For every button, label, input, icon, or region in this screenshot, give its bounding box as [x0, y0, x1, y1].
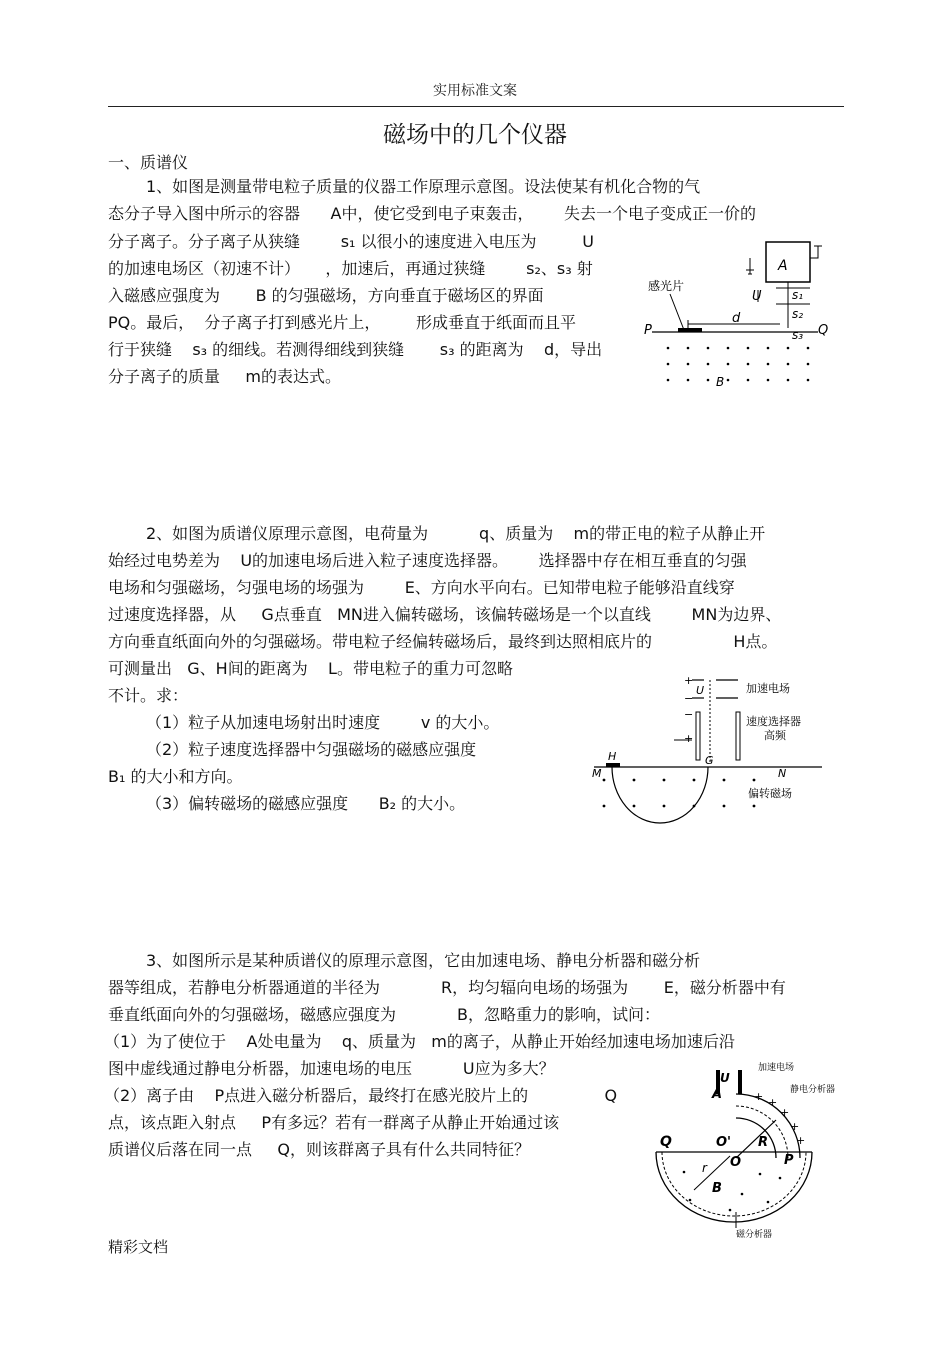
figure-1-mass-spectrometer — [640, 238, 840, 394]
fig2-label-g: G — [705, 754, 714, 767]
fig3-label-p: P — [784, 1153, 794, 1168]
problem-3-line: 3、如图所示是某种质谱仪的原理示意图，它由加速电场、静电分析器和磁分析 — [146, 951, 701, 970]
header-rule — [108, 106, 844, 107]
svg-text:+: + — [790, 1120, 800, 1133]
problem-3-line: 质谱仪后落在同一点 Q，则该群离子具有什么共同特征？ — [108, 1140, 531, 1159]
fig3-magnetic-field-dots — [683, 1171, 782, 1212]
page-footer: 精彩文档 — [108, 1238, 169, 1256]
fig1-label-s1: s₁ — [792, 288, 804, 302]
problem-1-line: 行于狭缝 s₃ 的细线。若测得细线到狭缝 s₃ 的距离为 d，导出 — [108, 340, 603, 359]
fig3-label-electro: 静电分析器 — [790, 1085, 836, 1095]
fig2-plus-sign: + — [684, 732, 694, 745]
figure-3-mass-spectrometer — [650, 1060, 846, 1240]
fig2-label-deflect: 偏转磁场 — [748, 787, 792, 800]
fig3-label-q: Q — [660, 1134, 672, 1150]
problem-1-line: 入磁感应强度为 B 的匀强磁场，方向垂直于磁场区的界面 — [108, 286, 544, 305]
problem-2-line: 可测量出 G、H间的距离为 L。带电粒子的重力可忽略 — [108, 659, 513, 678]
problem-1-line: 分子离子的质量 m的表达式。 — [108, 367, 342, 386]
fig1-label-q: Q — [818, 323, 829, 338]
fig3-label-b: B — [712, 1181, 722, 1196]
figure-2-mass-spectrometer — [588, 672, 838, 830]
problem-3-line: 垂直纸面向外的匀强磁场，磁感应强度为 B，忽略重力的影响，试问： — [108, 1005, 661, 1024]
fig1-label-d: d — [732, 311, 741, 326]
fig1-label-s3: s₃ — [792, 328, 804, 342]
fig2-plus-sign: + — [684, 674, 694, 687]
problem-3-line: （2）离子由 P点进入磁分析器后，最终打在感光胶片上的 Q — [104, 1086, 618, 1105]
problem-1-line: 分子离子。分子离子从狭缝 s₁ 以很小的速度进入电压为 U — [108, 232, 595, 251]
fig2-magnetic-field-dots — [603, 779, 756, 808]
problem-3-line: 器等组成，若静电分析器通道的半径为 R，均匀辐向电场的场强为 E，磁分析器中有 — [108, 978, 786, 997]
problem-3-line: 图中虚线通过静电分析器，加速电场的电压 U应为多大？ — [108, 1059, 555, 1078]
page-header: 实用标准文案 — [433, 83, 517, 99]
problem-1-line: 的加速电场区（初速不计） ，加速后，再通过狭缝 s₂、s₃ 射 — [108, 259, 593, 278]
fig2-minus-sign: − — [684, 708, 694, 721]
problem-1-line: 1、如图是测量带电粒子质量的仪器工作原理示意图。设法使某有机化合物的气 — [146, 177, 701, 196]
problem-2-line: B₁ 的大小和方向。 — [108, 767, 243, 786]
page-title: 磁场中的几个仪器 — [383, 122, 567, 148]
fig1-label-film: 感光片 — [648, 279, 685, 293]
svg-text:+: + — [768, 1096, 778, 1109]
fig1-magnetic-field-dots — [667, 347, 810, 382]
problem-2-line: 电场和匀强磁场，匀强电场的场强为 E、方向水平向右。已知带电粒子能够沿直线穿 — [108, 578, 735, 597]
fig2-minus-sign: − — [684, 692, 694, 705]
problem-2-line: （1）粒子从加速电场射出时速度 v 的大小。 — [146, 713, 500, 732]
fig3-label-magnet: 磁分析器 — [736, 1230, 773, 1240]
fig1-label-a: A — [778, 258, 788, 274]
problem-1-line: 态分子导入图中所示的容器 A中，使它受到电子束轰击， 失去一个电子变成正一价的 — [108, 204, 756, 223]
fig2-label-n: N — [778, 767, 787, 780]
fig3-label-o: O — [730, 1155, 742, 1170]
problem-2-line: （2）粒子速度选择器中匀强磁场的磁感应强度 — [146, 740, 477, 759]
problem-2-line: 始经过电势差为 U的加速电场后进入粒子速度选择器。 选择器中存在相互垂直的匀强 — [108, 551, 747, 570]
svg-text:+: + — [780, 1106, 790, 1119]
problem-2-line: 2、如图为质谱仪原理示意图，电荷量为 q、质量为 m的带正电的粒子从静止开 — [146, 524, 766, 543]
fig2-label-high: 高频 — [764, 729, 786, 742]
fig3-label-u: U — [720, 1071, 730, 1085]
fig3-label-o-prime: O' — [716, 1135, 732, 1150]
svg-text:+: + — [754, 1090, 764, 1103]
problem-1-line: PQ。最后， 分子离子打到感光片上， 形成垂直于纸面而且平 — [108, 313, 577, 332]
fig1-label-p: P — [644, 323, 652, 338]
problem-2-line: 方向垂直纸面向外的匀强磁场。带电粒子经偏转磁场后，最终到达照相底片的 H点。 — [108, 632, 778, 651]
fig2-label-m: M — [592, 767, 602, 780]
fig2-label-acc: 加速电场 — [746, 682, 790, 695]
fig2-label-u: U — [696, 684, 705, 697]
fig1-label-b: B — [716, 375, 725, 389]
problem-2-line: 不计。求： — [108, 686, 189, 705]
fig1-label-s2: s₂ — [792, 307, 804, 321]
fig2-label-h: H — [608, 750, 617, 763]
fig3-label-r-cap: R — [758, 1135, 769, 1150]
svg-text:+: + — [796, 1134, 806, 1147]
section-heading: 一、质谱仪 — [108, 153, 189, 172]
fig2-label-selector: 速度选择器 — [746, 715, 801, 728]
problem-3-line: 点，该点距入射点 P有多远？若有一群离子从静止开始通过该 — [108, 1113, 560, 1132]
problem-2-line: （3）偏转磁场的磁感应强度 B₂ 的大小。 — [146, 794, 466, 813]
problem-2-line: 过速度选择器，从 G点垂直 MN进入偏转磁场，该偏转磁场是一个以直线 MN为边界、 — [108, 605, 782, 624]
fig3-label-r: r — [702, 1161, 707, 1175]
fig3-label-acc: 加速电场 — [758, 1063, 795, 1073]
fig1-label-u: U — [752, 289, 762, 304]
fig3-label-a: A — [712, 1087, 723, 1102]
problem-3-line: （1）为了使位于 A处电量为 q、质量为 m的离子，从静止开始经加速电场加速后沿 — [104, 1032, 735, 1051]
